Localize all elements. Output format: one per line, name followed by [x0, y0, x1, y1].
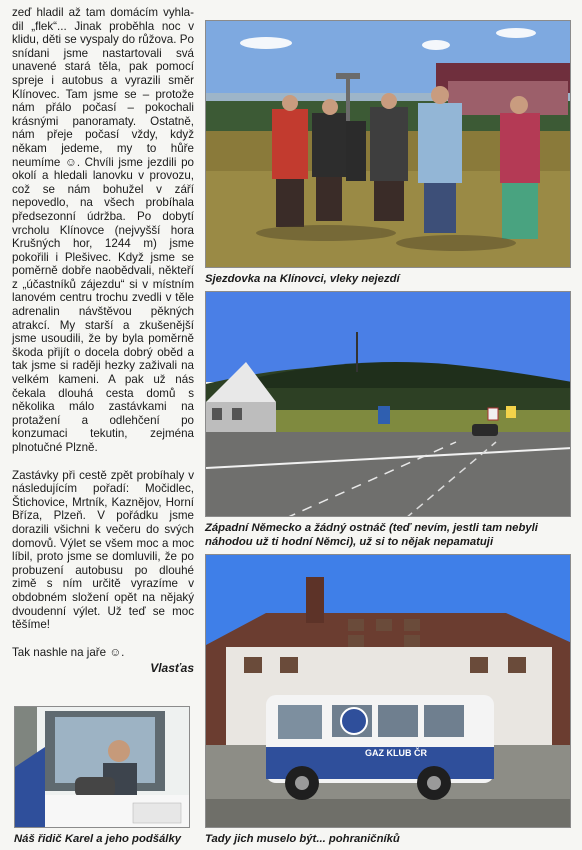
caption-slope: Sjezdovka na Klínovci, vleky nejezdí: [205, 273, 400, 285]
article-column: [12, 6, 194, 675]
article-paragraph-2: Zastávky při cestě zpět probíhaly v následujícím pořadí: Močidlec, Štichovice, Mrtník, Kaznějov, Horní Bříza, Plzeň. V pořádku jsme dorazili všichni k večeru do svých domovů. Výlet se všem moc a moc líbil, proto jsme se domluvili, že po probuzení autobusu po dlouhé zimě s ním určitě vyrazíme v obdobném složení opět na nějaký dvoudenní výlet. Už teď se moc těšíme!: [12, 468, 194, 632]
article-paragraph-1: zeď hladil až tam domácím vyhla-dil „flek“... Jinak proběhla noc v klidu, děti se vyspaly do růžova. Po snídani jsme nastartovali svá unavené stará těla, pak pomocí spreje i autobus a vyrazili směr Klínovec. Tam jsme se – protože nám přálo počasí – pokochali krásnými panoramaty. Ostatně, nám přeje počasí vždy, když někam jedeme, my to hůře neumíme ☺. Chvíli jsme jezdili po okolí a hledali lanovku v provozu, což se nám bohužel v září nepovedlo, na všech probíhala předsezonní údržba. Po dobytí vrcholu Klínovce (nejvyšší hora Krušných hor, 1244 m) jsme pokořili i Plešivec. Když jsme se poměrně dobře naobědvali, někteří z „účastníků zájezdu“ si v místním lanovém centru trochu zvedli v těle adrenalin návštěvou pěkných atrakcí. My starší a zkušenější jsme usoudili, že by byla poměrně škoda přijít o docela dobrý oběd a tak jsme si raději hezky zaživali na velkém kameni. A pak už nás čekala dlouhá cesta domů s několika málo zastávkami na protažení a odlehčení po konzumaci tekutin, zejména plnotučné Plzně.: [12, 6, 194, 454]
bus-logo-text: GAZ KLUB ČR: [365, 748, 427, 758]
article-body: [12, 6, 194, 659]
author-signature: Vlasťas: [150, 661, 194, 676]
caption-driver: Náš řidič Karel a jeho podšálky: [14, 833, 182, 845]
caption-building: Tady jich muselo být... pohraničníků: [205, 833, 400, 845]
photo-slope: [205, 20, 571, 268]
article-paragraph-3: Tak nashle na jaře ☺.: [12, 645, 125, 659]
photo-driver: [14, 706, 190, 828]
caption-road: Západní Německo a žádný ostnáč (teď nevím, jestli tam nebyli náhodou už ti hodní Němci), už si to nějak nepamatuji: [205, 522, 538, 548]
photo-road: [205, 291, 571, 517]
photo-building: [205, 554, 571, 828]
